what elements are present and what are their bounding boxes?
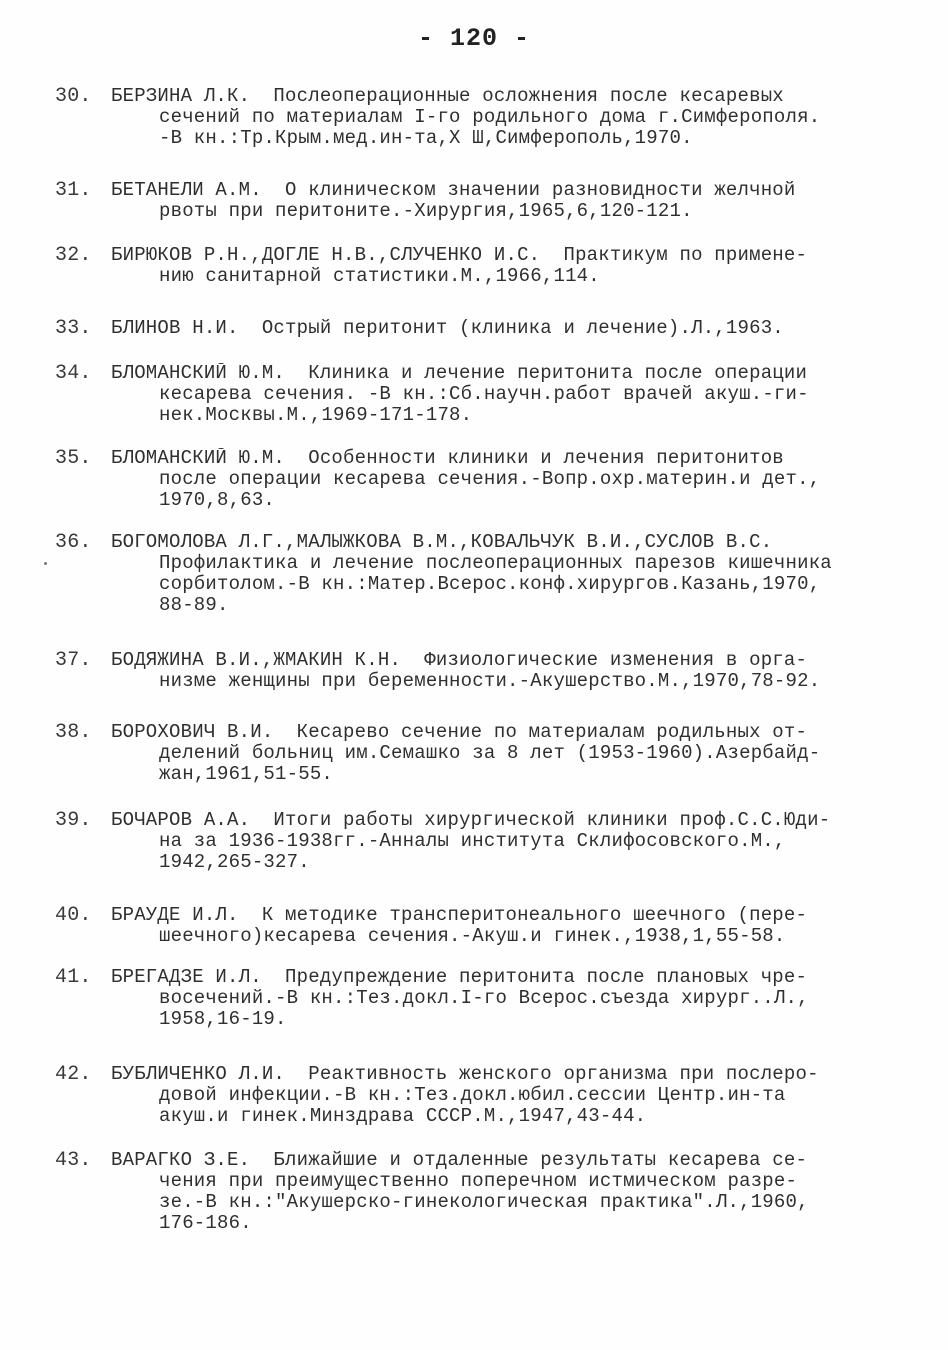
bibliography-entry (55, 532, 905, 616)
entry-line: -В кн.:Тр.Крым.мед.ин-та,Х Ш,Симферополь,1970. (159, 128, 693, 149)
entry-line: 1970,8,63. (159, 490, 276, 511)
entry-number: 41. (55, 966, 92, 989)
entry-line: БРЕГАДЗЕ И.Л. Предупреждение перитонита после плановых чре- (111, 967, 808, 988)
bibliography-entry (55, 363, 905, 426)
entry-line: низме женщины при беременности.-Акушерство.М.,1970,78-92. (159, 671, 821, 692)
bibliography-entry (55, 722, 905, 785)
bibliography-entry (55, 905, 905, 947)
entry-line: БУБЛИЧЕНКО Л.И. Реактивность женского организма при послеро- (111, 1064, 819, 1085)
entry-line: БОРОХОВИЧ В.И. Кесарево сечение по материалам родильных от- (111, 722, 808, 743)
entry-line: шеечного)кесарева сечения.-Акуш.и гинек.,1938,1,55-58. (159, 926, 786, 947)
entry-line: БОЧАРОВ А.А. Итоги работы хирургической клиники проф.С.С.Юди- (111, 810, 831, 831)
entry-number: 43. (55, 1149, 92, 1172)
entry-line: БЛОМАНСКИЙ Ю.М. Клиника и лечение перитонита после операции (111, 363, 808, 384)
entry-line: 176-186. (159, 1213, 252, 1234)
entry-line: БОДЯЖИНА В.И.,ЖМАКИН К.Н. Физиологические изменения в орга- (111, 650, 808, 671)
entry-number: 31. (55, 179, 92, 202)
entry-number: 30. (55, 85, 92, 108)
bibliography-entry (55, 318, 905, 339)
entry-number: 38. (55, 721, 92, 744)
entry-line: нию санитарной статистики.М.,1966,114. (159, 266, 600, 287)
entry-line: БЛИНОВ Н.И. Острый перитонит (клиника и лечение).Л.,1963. (111, 318, 784, 339)
bibliography-entry (55, 967, 905, 1030)
entry-number: 36. (55, 531, 92, 554)
entry-number: 37. (55, 649, 92, 672)
entry-line: рвоты при перитоните.-Хирургия,1965,6,120-121. (159, 201, 693, 222)
entry-line: 1942,265-327. (159, 852, 310, 873)
bibliography-entry (55, 180, 905, 222)
entry-number: 40. (55, 904, 92, 927)
entry-number: 33. (55, 317, 92, 340)
page-number: - 120 - (417, 24, 531, 53)
entry-number: 39. (55, 809, 92, 832)
entry-line: чения при преимущественно поперечном истмическом разре- (159, 1171, 798, 1192)
scan-speck (44, 562, 47, 565)
bibliography-entry (55, 448, 905, 511)
entry-line: Профилактика и лечение послеоперационных парезов кишечника (159, 553, 832, 574)
entry-line: после операции кесарева сечения.-Вопр.охр.материн.и дет., (159, 469, 821, 490)
bibliography-entry (55, 86, 905, 149)
entry-line: зе.-В кн.:"Акушерско-гинекологическая практика".Л.,1960, (159, 1192, 809, 1213)
entry-line: 88-89. (159, 595, 229, 616)
entry-line: делений больниц им.Семашко за 8 лет (1953-1960).Азербайд- (159, 743, 821, 764)
entry-number: 34. (55, 362, 92, 385)
bibliography-entry (55, 810, 905, 873)
entry-number: 35. (55, 447, 92, 470)
bibliography-entry (55, 1150, 905, 1234)
bibliography-entry (55, 245, 905, 287)
entry-line: БЕТАНЕЛИ А.М. О клиническом значении разновидности желчной (111, 180, 796, 201)
entry-line: БОГОМОЛОВА Л.Г.,МАЛЫЖКОВА В.М.,КОВАЛЬЧУК В.И.,СУСЛОВ В.С. (111, 532, 773, 553)
entry-line: нек.Москвы.М.,1969-171-178. (159, 405, 473, 426)
entry-line: БИРЮКОВ Р.Н.,ДОГЛЕ Н.В.,СЛУЧЕНКО И.С. Практикум по примене- (111, 245, 808, 266)
entry-line: жан,1961,51-55. (159, 764, 334, 785)
entry-line: сечений по материалам I-го родильного дома г.Симферополя. (159, 107, 821, 128)
entry-line: сорбитолом.-В кн.:Матер.Всерос.конф.хирургов.Казань,1970, (159, 574, 821, 595)
entry-number: 42. (55, 1063, 92, 1086)
entry-line: ВАРАГКО З.Е. Ближайшие и отдаленные результаты кесарева се- (111, 1150, 808, 1171)
entry-line: на за 1936-1938гг.-Анналы института Склифосовского.М., (159, 831, 786, 852)
entry-line: довой инфекции.-В кн.:Тез.докл.юбил.сессии Центр.ин-та (159, 1085, 786, 1106)
entry-line: БЕРЗИНА Л.К. Послеоперационные осложнения после кесаревых (111, 86, 784, 107)
entry-line: 1958,16-19. (159, 1009, 287, 1030)
bibliography-entry (55, 1064, 905, 1127)
entry-number: 32. (55, 244, 92, 267)
entry-line: кесарева сечения. -В кн.:Сб.научн.работ врачей акуш.-ги- (159, 384, 809, 405)
entry-line: БРАУДЕ И.Л. К методике трансперитонеального шеечного (пере- (111, 905, 808, 926)
entry-line: БЛОМАНСКИЙ Ю.М. Особенности клиники и лечения перитонитов (111, 448, 784, 469)
entry-line: акуш.и гинек.Минздрава СССР.М.,1947,43-44. (159, 1106, 647, 1127)
entry-line: восечений.-В кн.:Тез.докл.I-го Всерос.съезда хирург..Л., (159, 988, 809, 1009)
bibliography-entry (55, 650, 905, 692)
